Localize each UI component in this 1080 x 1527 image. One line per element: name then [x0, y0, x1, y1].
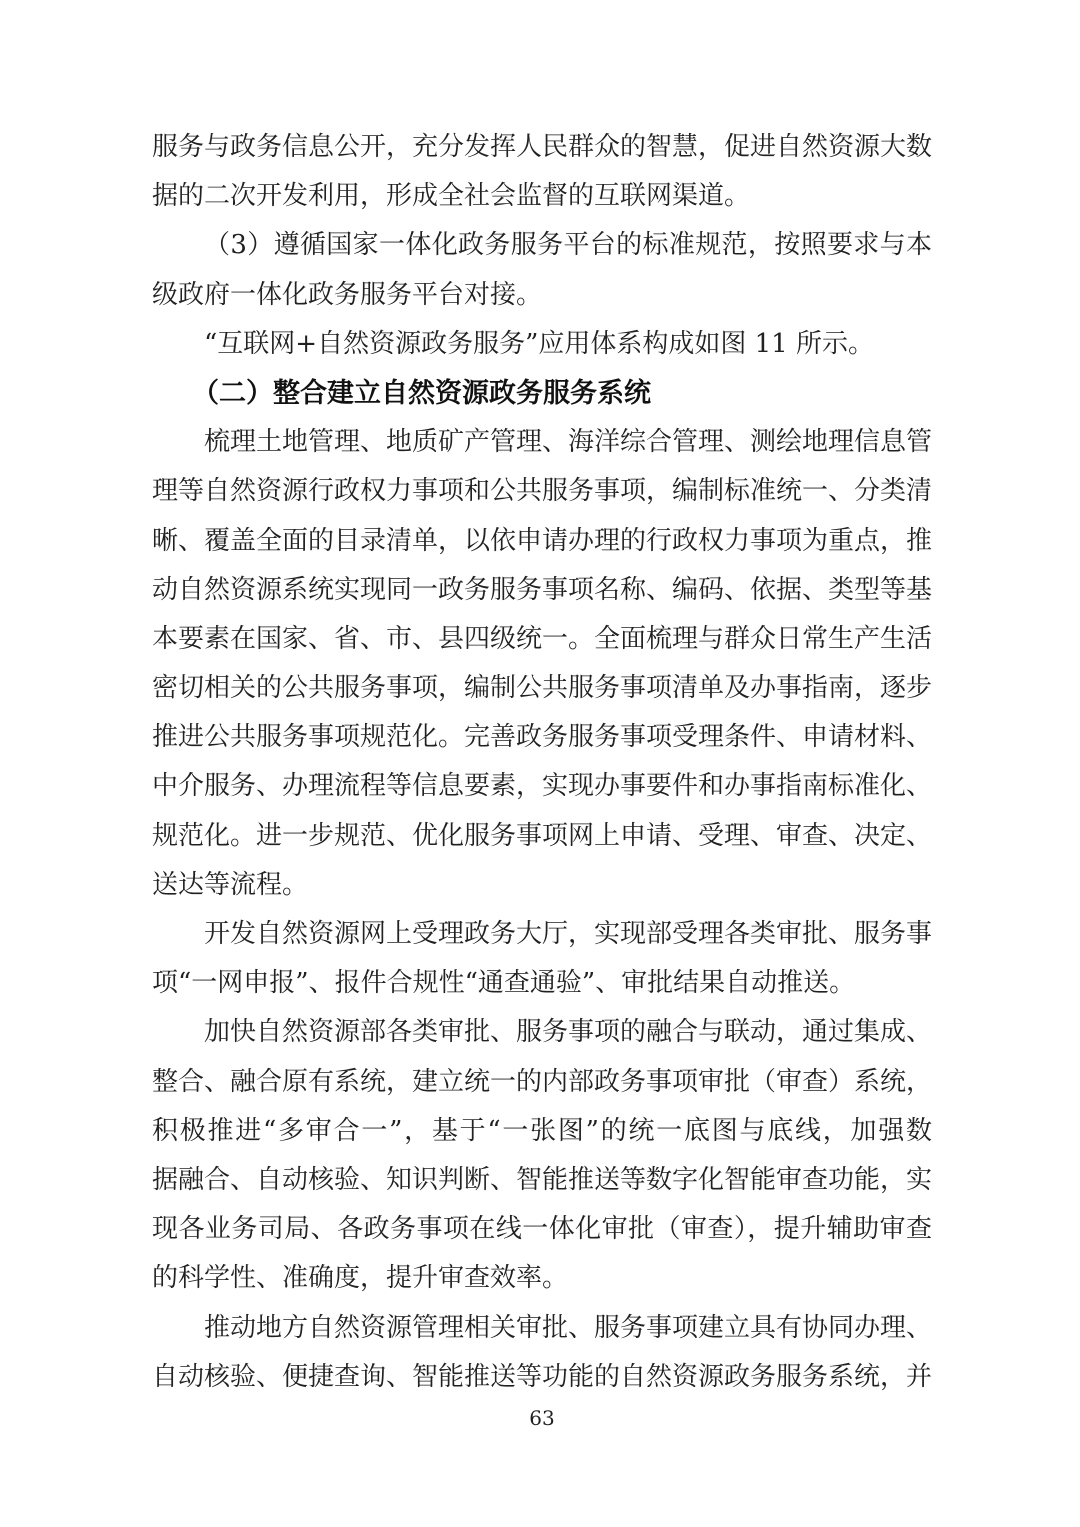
- text-line: 服务与政务信息公开，充分发挥人民群众的智慧，促进自然资源大数: [152, 132, 932, 162]
- text-line: 的科学性、准确度，提升审查效率。: [152, 1263, 569, 1294]
- text-line: 积极推进“多审合一”，基于“一张图”的统一底图与底线，加强数: [152, 1115, 932, 1146]
- text-line: 现各业务司局、各政务事项在线一体化审批（审查），提升辅助审查: [152, 1214, 932, 1245]
- section-heading: （二）整合建立自然资源政务服务系统: [192, 377, 651, 408]
- paragraph: [152, 123, 932, 221]
- text-line: （3）遵循国家一体化政务服务平台的标准规范，按照要求与本: [204, 230, 932, 261]
- text-line: 推进公共服务事项规范化。完善政务服务事项受理条件、申请材料、: [152, 722, 932, 753]
- text-line: 晰、覆盖全面的目录清单，以依申请办理的行政权力事项为重点，推: [152, 525, 932, 556]
- text-line: 动自然资源系统实现同一政务服务事项名称、编码、依据、类型等基: [152, 574, 932, 605]
- text-line: 中介服务、办理流程等信息要素，实现办事要件和办事指南标准化、: [152, 771, 932, 802]
- text-line: 据的二次开发利用，形成全社会监督的互联网渠道。: [152, 181, 751, 212]
- text-line: 推动地方自然资源管理相关审批、服务事项建立具有协同办理、: [204, 1312, 932, 1343]
- text-line: 整合、融合原有系统，建立统一的内部政务事项审批（审查）系统，: [152, 1066, 932, 1097]
- paragraph: [152, 1008, 932, 1303]
- text-line: 项“一网申报”、报件合规性“通查通验”、审批结果自动推送。: [152, 968, 856, 999]
- text-line: 加快自然资源部各类审批、服务事项的融合与联动，通过集成、: [204, 1017, 932, 1048]
- paragraph: [152, 320, 932, 369]
- page-number: 63: [529, 1405, 555, 1430]
- text-line: 本要素在国家、省、市、县四级统一。全面梳理与群众日常生产生活: [152, 623, 932, 654]
- text-line: 送达等流程。: [152, 869, 309, 900]
- paragraph: [152, 221, 932, 319]
- text-line: “互联网+自然资源政务服务”应用体系构成如图 11 所示。: [204, 328, 874, 359]
- paragraph: [152, 910, 932, 1008]
- text-line: 开发自然资源网上受理政务大厅，实现部受理各类审批、服务事: [204, 919, 932, 949]
- text-line: 密切相关的公共服务事项，编制公共服务事项清单及办事指南，逐步: [152, 673, 932, 704]
- paragraph: [152, 418, 932, 910]
- text-line: 理等自然资源行政权力事项和公共服务事项，编制标准统一、分类清: [152, 476, 932, 507]
- document-body: [152, 123, 932, 1433]
- text-line: 梳理土地管理、地质矿产管理、海洋综合管理、测绘地理信息管: [204, 427, 932, 458]
- text-line: 级政府一体化政务服务平台对接。: [152, 279, 543, 310]
- text-line: 规范化。进一步规范、优化服务事项网上申请、受理、审查、决定、: [152, 820, 932, 851]
- text-line: 据融合、自动核验、知识判断、智能推送等数字化智能审查功能，实: [152, 1164, 932, 1195]
- paragraph: [152, 1304, 932, 1402]
- text-line: 自动核验、便捷查询、智能推送等功能的自然资源政务服务系统，并: [152, 1361, 932, 1392]
